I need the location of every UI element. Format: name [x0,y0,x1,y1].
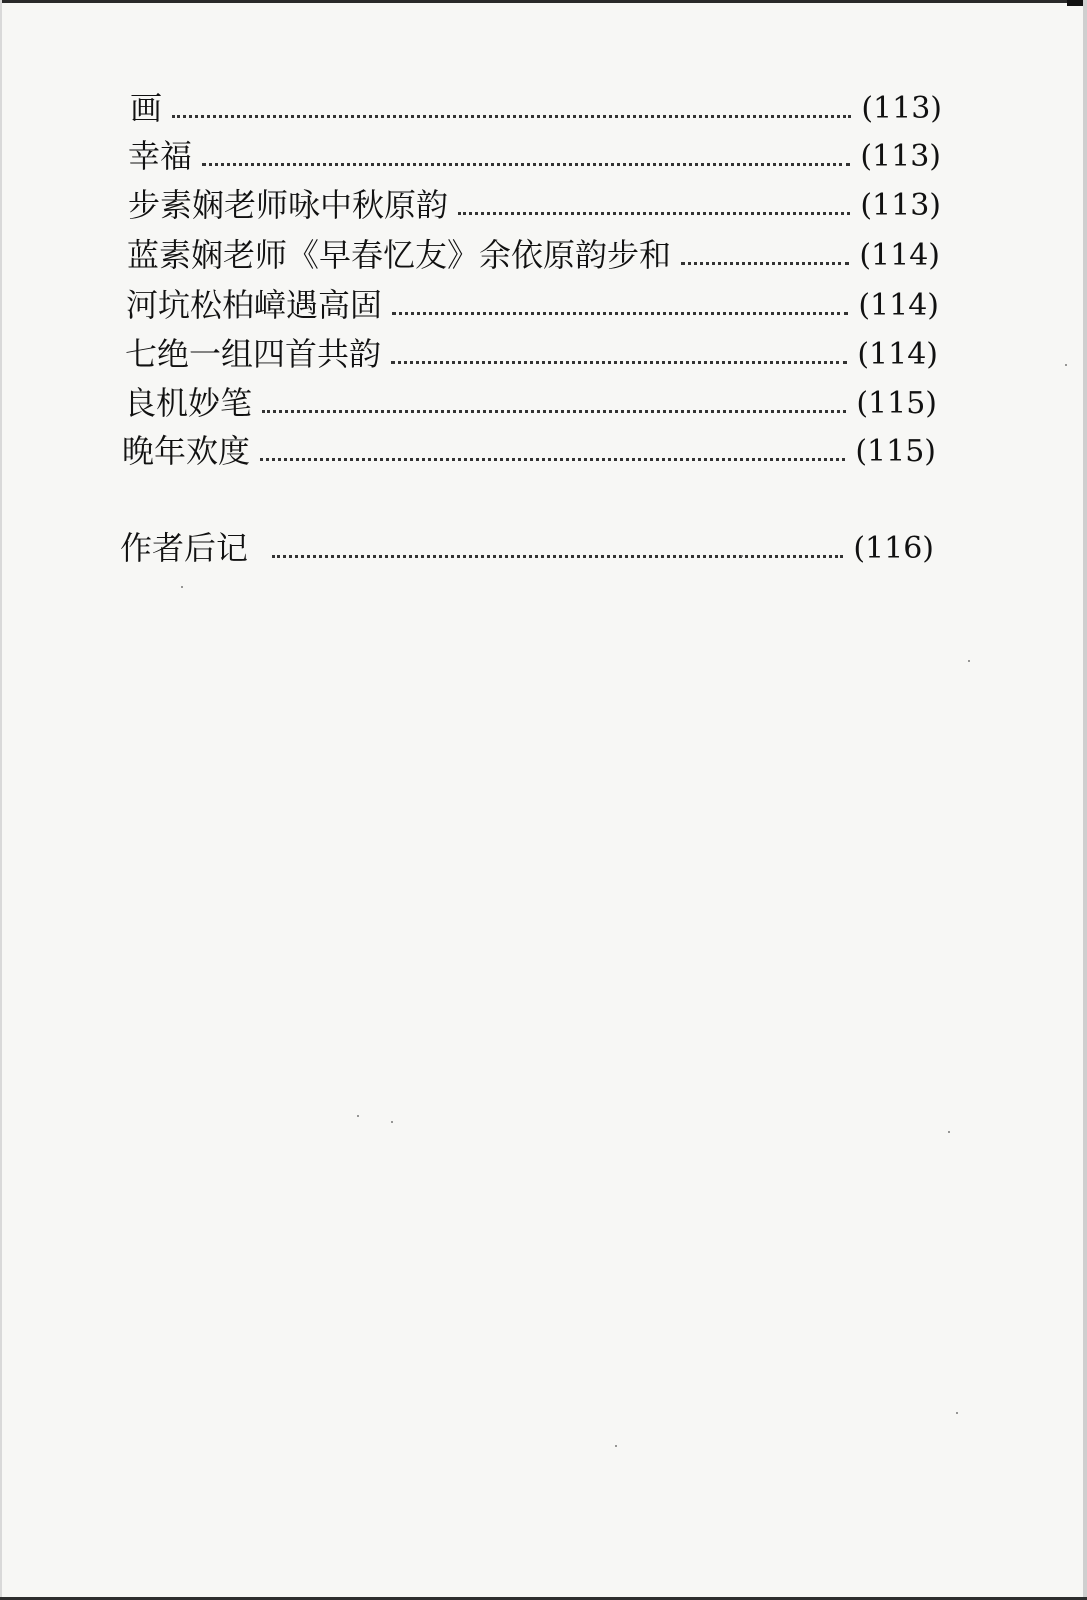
toc-entry-title: 晚年欢度 [122,432,251,470]
dot-leader [458,212,850,215]
dot-leader [681,262,849,265]
toc-entry-afterword [120,529,934,567]
toc-entry-title: 作者后记 [120,529,249,567]
toc-entry-page: (113) [860,139,941,174]
toc-entry-page: (113) [860,188,941,223]
toc-entry-page: (116) [853,531,934,566]
toc-entry-title: 幸福 [128,137,193,175]
toc-entry [124,384,937,422]
toc-entry-title: 良机妙笔 [124,384,253,422]
toc-entry-page: (113) [861,91,942,126]
scan-border-right [1083,0,1087,1600]
dot-leader [202,163,850,166]
scan-border-top [0,0,1087,3]
toc-entry-page: (114) [859,238,940,273]
dot-leader [391,361,847,364]
toc-entry-title: 河坑松柏嶂遇高固 [126,286,383,324]
dot-leader [272,555,843,558]
toc-entry [130,89,942,127]
toc-entry [126,286,939,324]
toc-entry [128,137,941,175]
toc-entry-title: 画 [130,89,163,127]
dot-leader [260,458,845,461]
dot-leader [262,410,846,413]
scan-border-left [0,0,2,1600]
toc-entry-page: (114) [858,288,939,323]
toc-entry-title: 七绝一组四首共韵 [125,335,382,373]
toc-entry [127,236,940,274]
dot-leader [392,312,848,315]
toc-entry-page: (115) [856,386,937,421]
toc-entry-title: 步素娴老师咏中秋原韵 [128,186,449,224]
toc-entry [128,186,941,224]
toc-entry-page: (114) [857,337,938,372]
toc-entry [122,432,936,470]
toc-entry-page: (115) [855,434,936,469]
toc-entry [125,335,938,373]
toc-entry-title: 蓝素娴老师《早春忆友》余依原韵步和 [127,236,672,274]
dot-leader [172,115,851,118]
